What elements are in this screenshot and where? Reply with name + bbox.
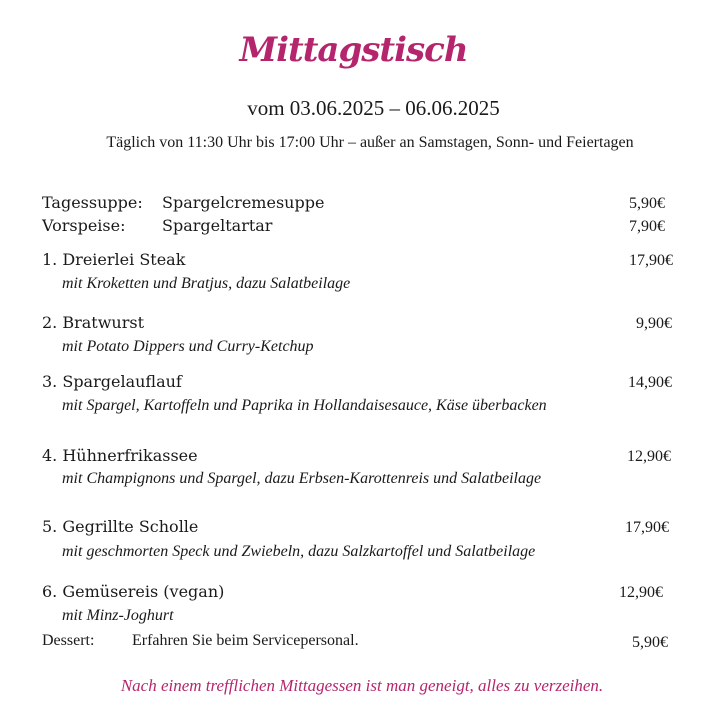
starter-soup-label: Tagessuppe:	[42, 193, 143, 212]
menu-item-1-price: 17,90€	[629, 252, 673, 269]
menu-item-2-price: 9,90€	[636, 315, 672, 332]
starter-soup-name: Spargelcremesuppe	[162, 193, 325, 212]
opening-hours-note: Täglich von 11:30 Uhr bis 17:00 Uhr – außer an Samstagen, Sonn- und Feiertagen	[106, 134, 634, 151]
menu-item-5-desc: mit geschmorten Speck und Zwiebeln, dazu Salzkartoffel und Salatbeilage	[62, 543, 536, 560]
starter-appetizer-price: 7,90€	[629, 218, 665, 235]
menu-item-4-name: 4. Hühnerfrikassee	[42, 446, 198, 465]
menu-item-6-desc: mit Minz-Joghurt	[62, 607, 174, 624]
starter-soup-price: 5,90€	[629, 195, 665, 212]
menu-item-1-desc: mit Kroketten und Bratjus, dazu Salatbeilage	[62, 275, 351, 292]
dessert-label: Dessert:	[42, 632, 95, 649]
dessert-text: Erfahren Sie beim Servicepersonal.	[132, 632, 359, 649]
menu-item-5-price: 17,90€	[625, 519, 669, 536]
menu-item-2-name: 2. Bratwurst	[42, 313, 145, 332]
menu-item-6-name: 6. Gemüsereis (vegan)	[42, 582, 225, 601]
menu-item-6-price: 12,90€	[619, 584, 663, 601]
page-title: Mittagstisch	[239, 30, 468, 70]
dessert-price: 5,90€	[632, 634, 668, 651]
date-range: vom 03.06.2025 – 06.06.2025	[247, 96, 500, 120]
footer-quote: Nach einem trefflichen Mittagessen ist man geneigt, alles zu verzeihen.	[120, 676, 604, 695]
starter-appetizer-label: Vorspeise:	[42, 216, 126, 235]
menu-item-4-price: 12,90€	[627, 448, 671, 465]
menu-item-3-name: 3. Spargelauflauf	[42, 372, 182, 391]
menu-item-3-price: 14,90€	[628, 374, 672, 391]
menu-item-3-desc: mit Spargel, Kartoffeln und Paprika in Hollandaisesauce, Käse überbacken	[62, 397, 547, 414]
menu-item-4-desc: mit Champignons und Spargel, dazu Erbsen-Karottenreis und Salatbeilage	[62, 470, 542, 487]
menu-item-2-desc: mit Potato Dippers und Curry-Ketchup	[62, 338, 314, 355]
menu-item-1-name: 1. Dreierlei Steak	[42, 250, 186, 269]
starter-appetizer-name: Spargeltartar	[162, 216, 273, 235]
menu-item-5-name: 5. Gegrillte Scholle	[42, 517, 199, 536]
